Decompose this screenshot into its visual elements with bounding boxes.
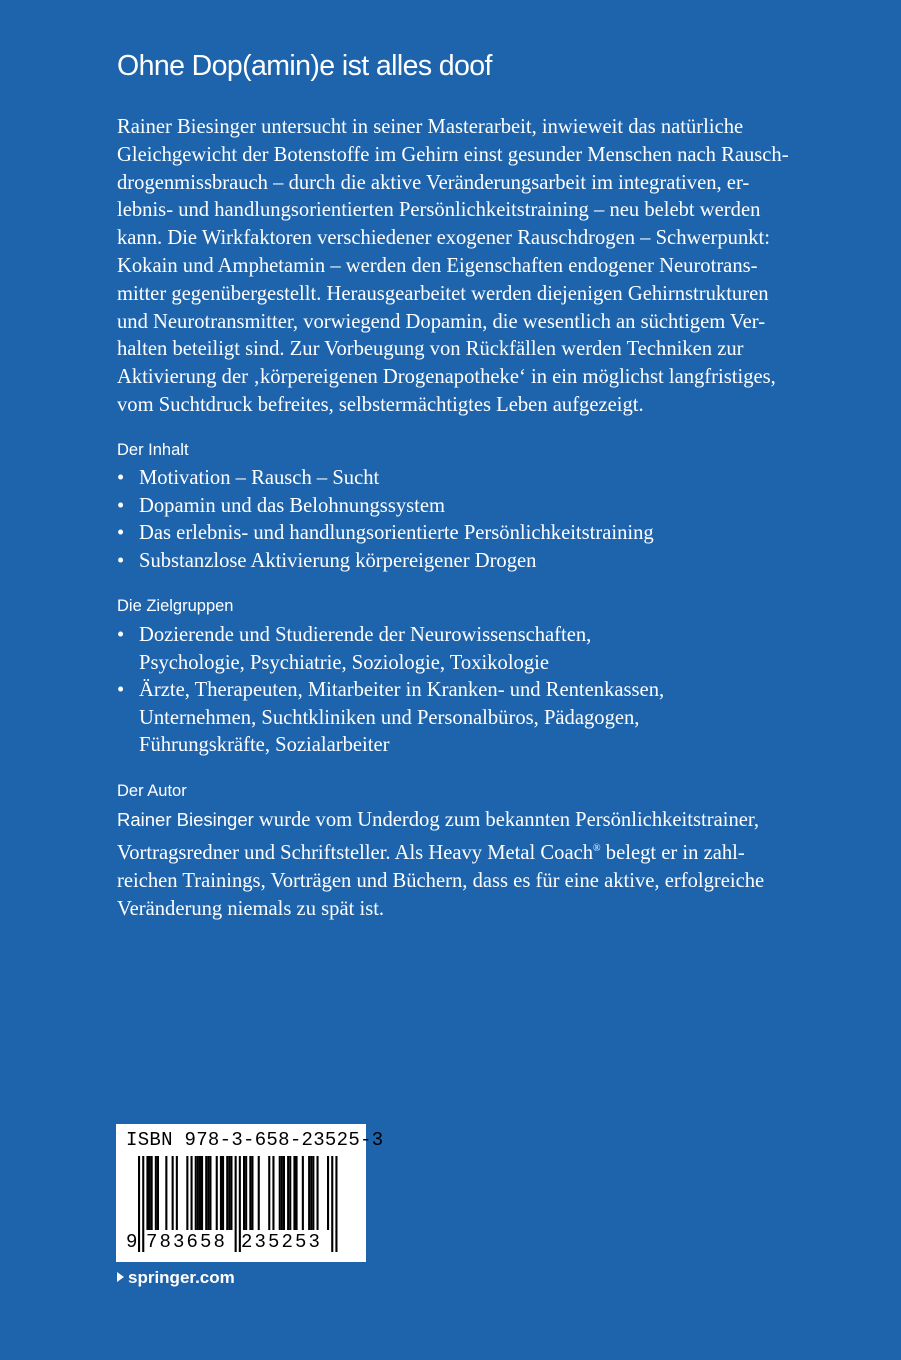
description-paragraph — [117, 114, 807, 420]
barcode-bar — [207, 1156, 209, 1230]
barcode-bar — [165, 1156, 167, 1230]
barcode-guard-bar — [138, 1156, 140, 1252]
barcode-bar — [327, 1156, 329, 1230]
author-line: Veränderung niemals zu spät ist. — [117, 898, 385, 921]
author-paragraph — [117, 806, 764, 924]
bullet-icon: • — [117, 467, 125, 489]
list-item: • Das erlebnis- und handlungsorientierte Persönlichkeitstraining — [117, 520, 654, 548]
list-item: • Motivation – Rausch – Sucht — [117, 465, 654, 493]
barcode-bar — [186, 1156, 188, 1230]
description-line: halten beteiligt sind. Zur Vorbeugung von Rückfällen werden Techniken zur — [117, 338, 744, 361]
bullet-icon: • — [117, 679, 125, 701]
barcode-lead-digit: 9 — [126, 1231, 138, 1253]
book-title: Ohne Dop(amin)e ist alles doof — [117, 50, 492, 82]
bullet-icon: • — [117, 494, 125, 517]
barcode-guard-bar — [335, 1156, 337, 1252]
barcode-bar — [228, 1156, 230, 1230]
barcode-bar — [296, 1156, 298, 1230]
description-line: lebnis- und handlungsorientierten Persönlichkeitstraining – neu belebt werden — [117, 199, 761, 222]
description-line: Gleichgewicht der Botenstoffe im Gehirn einst gesunder Menschen nach Rausch- — [117, 143, 789, 166]
description-line: Rainer Biesinger untersucht in seiner Masterarbeit, inwieweit das natürliche — [117, 116, 744, 138]
barcode-bar — [293, 1156, 295, 1230]
barcode-bar — [249, 1156, 251, 1230]
list-item: • Ärzte, Therapeuten, Mitarbeiter in Kranken- und Rentenkassen, Unternehmen, Suchtkliniken und Personalbüros, Pädagogen, Führungskräfte, Sozialarbeiter — [117, 679, 665, 756]
barcode-bar — [157, 1156, 159, 1230]
description-line: mitter gegenübergestellt. Herausgearbeitet werden diejenigen Gehirnstrukturen — [117, 282, 769, 305]
barcode-bar — [317, 1156, 319, 1230]
barcode-bar — [281, 1156, 283, 1230]
barcode-bar — [216, 1156, 218, 1230]
description-line: vom Suchtdruck befreites, selbstermächtigtes Leben aufgezeigt. — [117, 393, 644, 416]
barcode-bar — [155, 1156, 157, 1230]
barcode-guard-bar — [142, 1156, 144, 1252]
description-line: und Neurotransmitter, vorwiegend Dopamin, die wesentlich an süchtigem Ver- — [117, 310, 766, 333]
author-line: Rainer Biesinger wurde vom Underdog zum bekannten Persönlichkeitstrainer, — [117, 809, 760, 831]
barcode-right-digits: 235253 — [241, 1231, 323, 1253]
list-item: • Dozierende und Studierende der Neurowissenschaften, Psychologie, Psychiatrie, Soziologie, Toxikologie — [117, 624, 592, 674]
registered-mark: ® — [593, 842, 601, 854]
barcode-guard-bar — [331, 1156, 333, 1252]
author-line: reichen Trainings, Vorträgen und Büchern, dass es für eine aktive, erfolgreiche — [117, 869, 765, 892]
barcode-bar — [287, 1156, 289, 1230]
barcode-bar — [283, 1156, 285, 1230]
barcode-bar — [209, 1156, 211, 1230]
barcode-bar — [272, 1156, 274, 1230]
bullet-icon: • — [117, 549, 125, 572]
springer-link[interactable]: springer.com — [117, 1268, 235, 1288]
barcode-bar — [176, 1156, 178, 1230]
barcode-bar — [195, 1156, 197, 1230]
barcode-bar — [220, 1156, 222, 1230]
bullet-icon: • — [117, 522, 125, 544]
barcode-bar — [201, 1156, 203, 1230]
barcode-bar — [230, 1156, 232, 1230]
barcode-left-digits: 783658 — [146, 1231, 228, 1253]
barcode-bar — [308, 1156, 310, 1230]
barcode-bar — [268, 1156, 270, 1230]
barcode-bar — [149, 1156, 151, 1230]
description-line: Aktivierung der ‚körpereigenen Drogenapotheke‘ in ein möglichst langfristiges, — [117, 366, 776, 389]
barcode-bar — [205, 1156, 207, 1230]
barcode-bar — [279, 1156, 281, 1230]
description-line: kann. Die Wirkfaktoren verschiedener exogener Rauschdrogen – Schwerpunkt: — [117, 227, 770, 250]
author-line: Vortragsredner und Schriftsteller. Als Heavy Metal Coach® belegt er in zahl- — [117, 841, 745, 864]
list-item: • Dopamin und das Belohnungssystem — [117, 493, 654, 521]
target-groups-list — [117, 622, 664, 760]
description-line: Kokain und Amphetamin – werden den Eigenschaften endogener Neurotrans- — [117, 254, 758, 277]
barcode-bar — [151, 1156, 153, 1230]
barcode-bar — [226, 1156, 228, 1230]
barcode-bar — [245, 1156, 247, 1230]
description-line: drogenmissbrauch – durch die aktive Veränderungsarbeit im integrativen, er- — [117, 171, 750, 194]
isbn-barcode — [116, 1124, 384, 1262]
barcode-bar — [191, 1156, 193, 1230]
barcode-bar — [310, 1156, 312, 1230]
barcode-bar — [243, 1156, 245, 1230]
barcode-bar — [302, 1156, 304, 1230]
isbn-text: ISBN 978-3-658-23525-3 — [126, 1129, 384, 1151]
barcode-bar — [172, 1156, 174, 1230]
barcode-bar — [199, 1156, 201, 1230]
barcode-bar — [312, 1156, 314, 1230]
author-heading: Der Autor — [117, 782, 187, 800]
barcode-bar — [289, 1156, 291, 1230]
barcode-guard-bar — [235, 1156, 237, 1252]
author-name: Rainer Biesinger — [117, 809, 254, 830]
barcode-bar — [222, 1156, 224, 1230]
list-item: • Substanzlose Aktivierung körpereigener Drogen — [117, 548, 654, 576]
target-groups-heading: Die Zielgruppen — [117, 597, 234, 615]
barcode-bar — [251, 1156, 253, 1230]
arrow-right-icon — [117, 1272, 124, 1282]
barcode-bar — [197, 1156, 199, 1230]
contents-heading: Der Inhalt — [117, 441, 189, 459]
contents-list — [117, 465, 654, 575]
barcode-bar — [146, 1156, 148, 1230]
bullet-icon: • — [117, 624, 125, 646]
barcode-bar — [258, 1156, 260, 1230]
